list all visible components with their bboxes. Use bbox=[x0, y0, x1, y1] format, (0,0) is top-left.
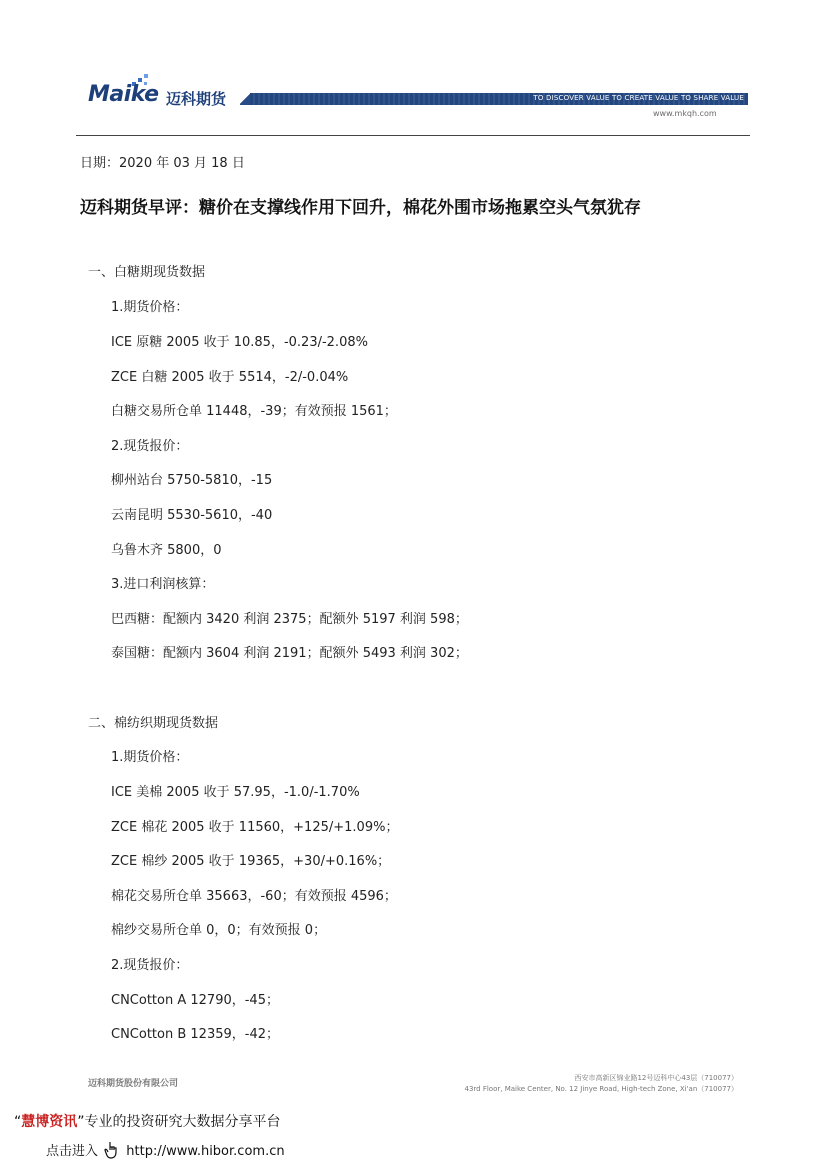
sugar-futures-item: 白糖交易所仓单 11448，-39；有效预报 1561； bbox=[111, 404, 397, 419]
cotton-futures-item: 棉花交易所仓单 35663，-60；有效预报 4596； bbox=[111, 889, 397, 904]
sugar-futures-item: ZCE 白糖 2005 收于 5514，-2/-0.04% bbox=[111, 370, 349, 385]
cotton-spot-heading: 2.现货报价： bbox=[111, 958, 189, 973]
slogan-banner bbox=[250, 93, 748, 105]
promo-enter-label: 点击进入 bbox=[46, 1144, 99, 1159]
header-divider bbox=[76, 135, 750, 136]
promo-brand[interactable]: 慧博资讯 bbox=[21, 1114, 78, 1130]
sugar-import-item: 泰国糖：配额内 3604 利润 2191；配额外 5493 利润 302； bbox=[111, 646, 468, 661]
promo-banner bbox=[14, 1111, 281, 1131]
footer-address-en: 43rd Floor, Maike Center, No. 12 Jinye Road, High-tech Zone, Xi'an（710077） bbox=[464, 1085, 738, 1093]
report-title: 迈科期货早评：糖价在支撑线作用下回升，棉花外围市场拖累空头气氛犹存 bbox=[80, 198, 641, 218]
sugar-spot-item: 云南昆明 5530-5610，-40 bbox=[111, 508, 273, 523]
promo-quote-close: ” bbox=[77, 1114, 85, 1130]
promo-tagline: 专业的投资研究大数据分享平台 bbox=[84, 1114, 281, 1130]
logo-text-cn: 迈科期货 bbox=[166, 90, 227, 108]
cotton-futures-item: ICE 美棉 2005 收于 57.95，-1.0/-1.70% bbox=[111, 785, 360, 800]
footer-address-cn: 西安市高新区锦业路12号迈科中心43层（710077） bbox=[574, 1074, 738, 1082]
cotton-futures-item: ZCE 棉纱 2005 收于 19365，+30/+0.16%； bbox=[111, 854, 391, 869]
sugar-futures-item: ICE 原糖 2005 收于 10.85，-0.23/-2.08% bbox=[111, 335, 368, 350]
section-heading-sugar: 一、白糖期现货数据 bbox=[88, 265, 206, 280]
footer-address bbox=[465, 1073, 739, 1095]
section-heading-cotton: 二、棉纺织期现货数据 bbox=[88, 716, 219, 731]
footer-company: 迈科期货股份有限公司 bbox=[88, 1079, 179, 1089]
cotton-futures-item: 棉纱交易所仓单 0，0；有效预报 0； bbox=[111, 923, 327, 938]
page-header bbox=[0, 0, 826, 140]
cotton-spot-item: CNCotton B 12359，-42； bbox=[111, 1027, 279, 1042]
sugar-import-item: 巴西糖：配额内 3420 利润 2375；配额外 5197 利润 598； bbox=[111, 612, 468, 627]
promo-link-row[interactable] bbox=[46, 1140, 285, 1159]
cotton-spot-item: CNCotton A 12790，-45； bbox=[111, 993, 279, 1008]
pointing-hand-icon bbox=[104, 1141, 120, 1159]
promo-url-link[interactable]: http://www.hibor.com.cn bbox=[126, 1144, 285, 1159]
sugar-spot-heading: 2.现货报价： bbox=[111, 439, 189, 454]
logo-text-en: Maike bbox=[88, 82, 159, 107]
sugar-futures-heading: 1.期货价格： bbox=[111, 300, 189, 315]
promo-quote-open: “ bbox=[14, 1114, 22, 1130]
cotton-futures-heading: 1.期货价格： bbox=[111, 750, 189, 765]
sugar-import-heading: 3.进口利润核算： bbox=[111, 577, 215, 592]
cotton-futures-item: ZCE 棉花 2005 收于 11560，+125/+1.09%； bbox=[111, 820, 399, 835]
sugar-spot-item: 柳州站台 5750-5810，-15 bbox=[111, 473, 273, 488]
website-url[interactable]: www.mkqh.com bbox=[653, 109, 717, 118]
slogan-text: TO DISCOVER VALUE TO CREATE VALUE TO SHARE VALUE bbox=[533, 94, 744, 102]
sugar-spot-item: 乌鲁木齐 5800，0 bbox=[111, 543, 222, 558]
report-date: 日期：2020 年 03 月 18 日 bbox=[80, 156, 245, 171]
